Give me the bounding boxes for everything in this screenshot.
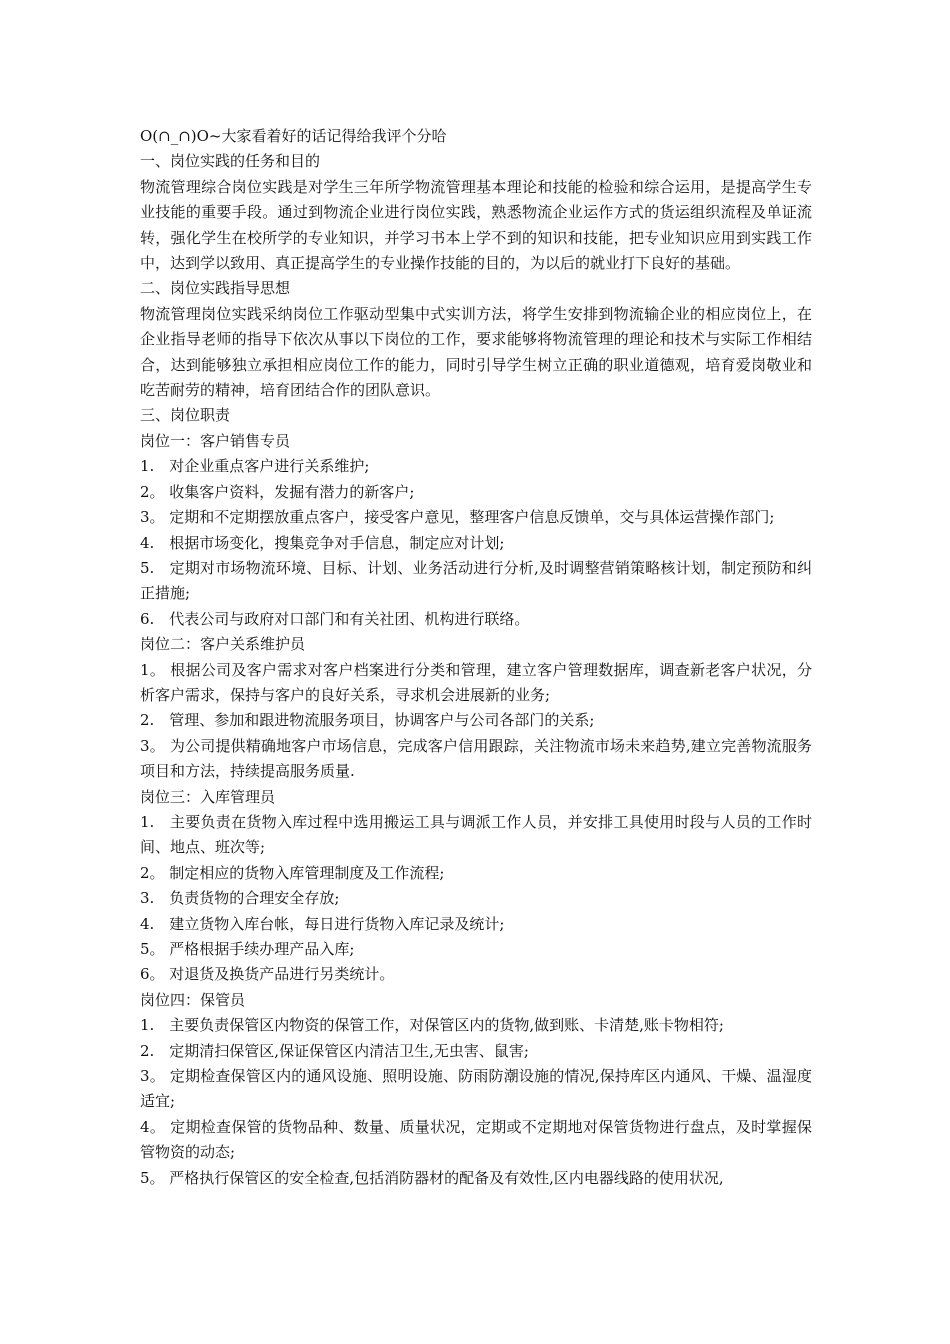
list-item: 4。 定期检查保管的货物品种、数量、质量状况，定期或不定期地对保管货物进行盘点，及时掌握保管物资的动态; — [140, 1117, 812, 1162]
list-item: 4. 建立货物入库台帐，每日进行货物入库记录及统计; — [140, 914, 505, 933]
position-title-3: 岗位三：入库管理员 — [140, 787, 276, 806]
section-heading-3: 三、岗位职责 — [140, 406, 231, 425]
list-item: 3. 负责货物的合理安全存放; — [140, 889, 340, 908]
document-page — [140, 124, 812, 1191]
list-item: 6. 代表公司与政府对口部门和有关社团、机构进行联络。 — [140, 609, 530, 628]
list-item: 1。 根据公司及客户需求对客户档案进行分类和管理，建立客户管理数据库，调查新老客户状况，分析客户需求，保持与客户的良好关系，寻求机会进展新的业务; — [140, 660, 812, 704]
header-note: O(∩_∩)O~大家看着好的话记得给我评个分哈 — [140, 127, 447, 145]
list-item: 5. 定期对市场物流环境、目标、计划、业务活动进行分析,及时调整营销策略核计划，制定预防和纠正措施; — [140, 558, 812, 603]
list-item: 4. 根据市场变化，搜集竞争对手信息，制定应对计划; — [140, 533, 505, 552]
list-item: 3。 为公司提供精确地客户市场信息，完成客户信用跟踪，关注物流市场未来趋势,建立完善物流服务项目和方法，持续提高服务质量. — [140, 736, 812, 781]
list-item: 3。 定期和不定期摆放重点客户，接受客户意见，整理客户信息反馈单，交与具体运营操作部门; — [140, 508, 775, 527]
position-title-4: 岗位四：保管员 — [140, 990, 246, 1009]
section-heading-1: 一、岗位实践的任务和目的 — [140, 152, 321, 171]
list-item: 2。 制定相应的货物入库管理制度及工作流程; — [140, 863, 445, 882]
list-item: 1. 主要负责在货物入库过程中选用搬运工具与调派工作人员，并安排工具使用时段与人员的工作时间、地点、班次等; — [140, 812, 812, 857]
list-item: 2。 收集客户资料，发掘有潜力的新客户; — [140, 482, 415, 501]
list-item: 6。 对退货及换货产品进行另类统计。 — [140, 965, 395, 984]
list-item: 5。 严格根据手续办理产品入库; — [140, 940, 355, 958]
position-title-2: 岗位二：客户关系维护员 — [140, 635, 306, 654]
list-item: 5。 严格执行保管区的安全检查,包括消防器材的配备及有效性,区内电器线路的使用状况, — [140, 1168, 724, 1187]
list-item: 1. 对企业重点客户进行关系维护; — [140, 457, 370, 476]
section-heading-2: 二、岗位实践指导思想 — [140, 279, 291, 298]
list-item: 3。 定期检查保管区内的通风设施、照明设施、防雨防潮设施的情况,保持库区内通风、干燥、温湿度适宜; — [140, 1067, 812, 1111]
position-title-1: 岗位一：客户销售专员 — [140, 431, 291, 450]
list-item: 2. 管理、参加和跟进物流服务项目，协调客户与公司各部门的关系; — [140, 711, 595, 730]
list-item: 2. 定期清扫保管区,保证保管区内清洁卫生,无虫害、鼠害; — [140, 1041, 529, 1060]
section-paragraph-1: 物流管理综合岗位实践是对学生三年所学物流管理基本理论和技能的检验和综合运用，是提高学生专业技能的重要手段。通过到物流企业进行岗位实践，熟悉物流企业运作方式的货运组织流程及单证流转，强化学生在校所学的专业知识，并学习书本上学不到的知识和技能，把专业知识应用到实践工作中，达到学以致用、真正提高学生的专业操作技能的目的，为以后的就业打下良好的基础。 — [140, 177, 812, 273]
list-item: 1. 主要负责保管区内物资的保管工作，对保管区内的货物,做到账、卡清楚,账卡物相符; — [140, 1016, 724, 1035]
section-paragraph-2: 物流管理岗位实践采纳岗位工作驱动型集中式实训方法，将学生安排到物流输企业的相应岗位上，在企业指导老师的指导下依次从事以下岗位的工作，要求能够将物流管理的理论和技术与实际工作相结合，达到能够独立承担相应岗位工作的能力，同时引导学生树立正确的职业道德观，培育爱岗敬业和吃苦耐劳的精神，培育团结合作的团队意识。 — [140, 304, 812, 400]
